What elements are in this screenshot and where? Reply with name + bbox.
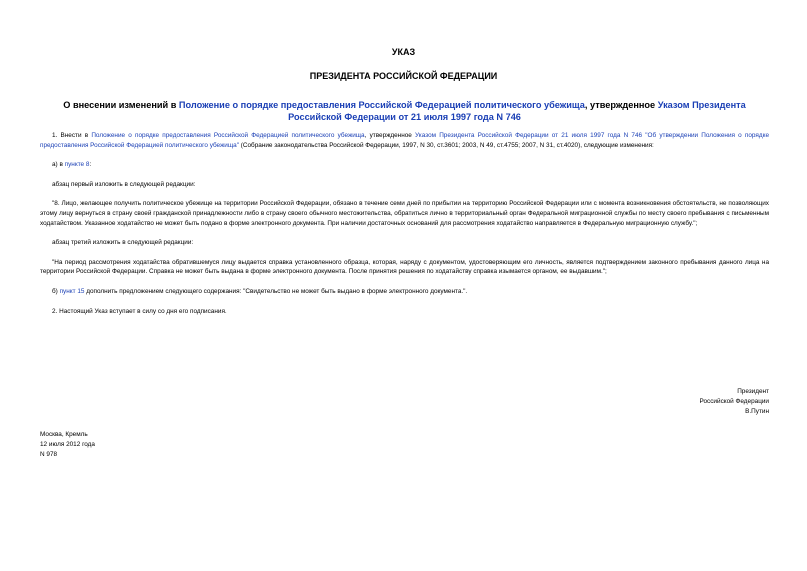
p1-link-regulation[interactable]: Положение о порядке предоставления Российской Федерацией политического убежища xyxy=(91,132,365,139)
paragraph-7 xyxy=(40,287,769,297)
title-link-regulation[interactable]: Положение о порядке предоставления Российской Федерацией политического убежища xyxy=(178,100,585,110)
signature-block xyxy=(700,387,770,417)
paragraph-5: абзац третий изложить в следующей редакции: xyxy=(52,239,194,247)
title-link-decree[interactable]: Указом Президента Российской Федерации от 21 июля 1997 года N 746 xyxy=(288,100,746,122)
document-title xyxy=(40,99,769,123)
document-body xyxy=(40,131,769,316)
paragraph-6: "На период рассмотрения ходатайства обратившемуся лицу выдается справка установленного образца, которая, наряду с документом, удостоверяющим его личность, является подтверждением законного пребывания данного лица на территории Российской Федерации. Справка не может быть выдана в форме электронного документа. После принятия решения по ходатайству справка изымается органом, ее выдавшим."; xyxy=(40,258,769,276)
p7-text-a: б) xyxy=(52,287,60,295)
place-number: N 978 xyxy=(40,451,58,458)
paragraph-4: "8. Лицо, желающее получить политическое убежище на территории Российской Федерации, обязано в течение семи дней по прибытии на территорию Российской Федерации или с момента возникновения обстоятельств, не позволяющих этому лицу вернуться в страну своей гражданской принадлежности либо в страну своего обычного местожительства, обратиться лично в территориальный орган Федеральной миграционной службы по месту своего пребывания с письменным ходатайством. Указанное ходатайство не может быть подано в форме электронного документа. При наличии достаточных оснований для рассмотрения ходатайство направляется в Федеральную миграционную службу."; xyxy=(40,200,769,227)
title-prefix: О внесении изменений в xyxy=(63,100,179,110)
issuer-heading: ПРЕЗИДЕНТА РОССИЙСКОЙ ФЕДЕРАЦИИ xyxy=(309,71,498,81)
place-city: Москва, Кремль xyxy=(40,431,88,438)
p2-text-a: а) в xyxy=(52,161,65,169)
p2-link-item-8[interactable]: пункте 8 xyxy=(64,161,90,169)
paragraph-8: 2. Настоящий Указ вступает в силу со дня его подписания. xyxy=(52,307,227,315)
p7-link-item-15[interactable]: пункт 15 xyxy=(59,287,85,295)
decree-heading: УКАЗ xyxy=(391,47,416,57)
p7-text-b: дополнить предложением следующего содержания: "Свидетельство не может быть выдано в форме электронного документа.". xyxy=(84,287,468,295)
signature-title: Президент xyxy=(737,388,769,395)
place-date-block xyxy=(40,430,95,460)
paragraph-2 xyxy=(40,160,769,170)
signature-name: В.Путин xyxy=(745,408,769,415)
place-date: 12 июля 2012 года xyxy=(40,441,95,448)
p2-text-b: : xyxy=(89,161,92,169)
title-middle: , утвержденное xyxy=(584,100,658,110)
p1-text-c: (Собрание законодательства Российской Федерации, 1997, N 30, ст.3601; 2003, N 49, ст.4755; 2007, N 31, ст.4020), следующие изменения: xyxy=(238,141,654,149)
signature-country: Российской Федерации xyxy=(699,398,769,405)
p1-link-decree[interactable]: Указом Президента Российской Федерации от 21 июля 1997 года N 746 "Об утверждении Положения о порядке предоставления Российской Федерацией политического убежища" xyxy=(40,132,769,149)
paragraph-3: абзац первый изложить в следующей редакции: xyxy=(52,180,196,188)
paragraph-1 xyxy=(40,131,769,150)
p1-text-a: 1. Внести в xyxy=(52,132,92,139)
p1-text-b: , утвержденное xyxy=(364,132,416,139)
